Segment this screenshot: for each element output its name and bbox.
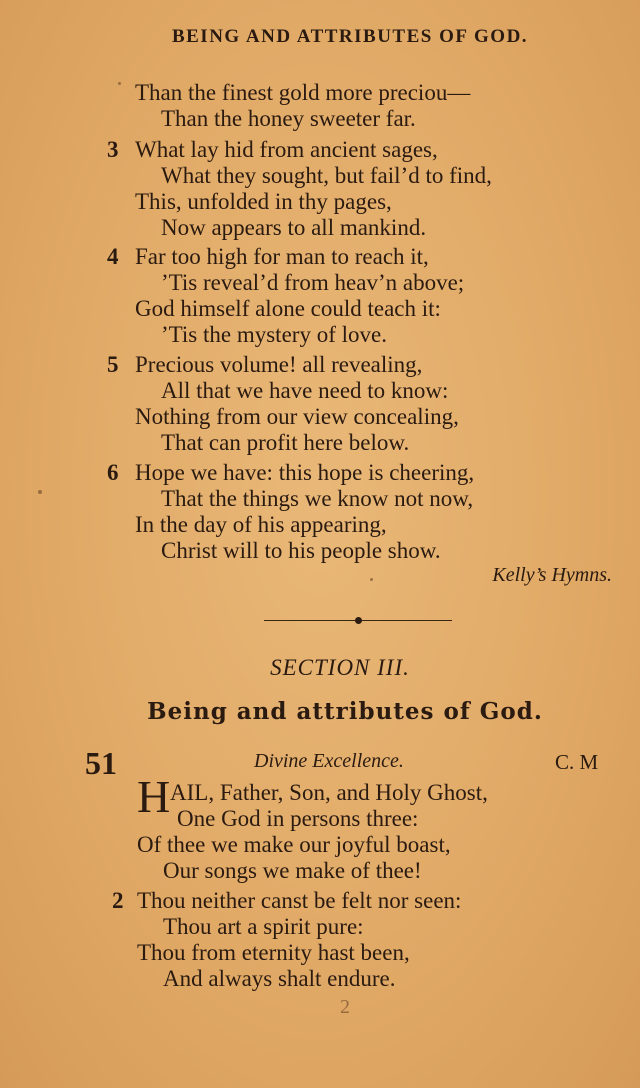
section-subtitle: Being and attributes of God. (147, 698, 543, 725)
verse-line: ’Tis reveal’d from heav’n above; (161, 270, 465, 295)
page-mark: 2 (340, 996, 350, 1018)
verse-line: All that we have need to know: (161, 378, 449, 403)
verse-line: Thou from eternity hast been, (137, 940, 410, 965)
paper-speck (38, 490, 42, 494)
verse-line: Our songs we make of thee! (163, 858, 422, 883)
verse-line: One God in persons three: (177, 806, 419, 831)
verse-line: That the things we know not now, (161, 486, 474, 511)
verse-number: 4 (107, 244, 119, 269)
paper-speck (118, 82, 121, 85)
verse-line: Than the honey sweeter far. (161, 106, 416, 131)
hymn-title: Divine Excellence. (254, 750, 404, 772)
running-head: BEING AND ATTRIBUTES OF GOD. (171, 26, 529, 47)
verse-line: AIL, Father, Son, and Holy Ghost, (170, 780, 488, 805)
verse-line: What lay hid from ancient sages, (135, 137, 438, 162)
paper-speck (370, 578, 373, 581)
drop-cap: H (137, 771, 171, 822)
verse-number: 5 (107, 352, 119, 377)
verse-line: What they sought, but fail’d to find, (161, 163, 492, 188)
verse-line: In the day of his appearing, (135, 512, 387, 537)
hymn-meter: C. M (555, 750, 599, 774)
verse-line: Now appears to all mankind. (161, 215, 427, 240)
verse-line: Hope we have: this hope is cheering, (135, 460, 475, 485)
verse-line: This, unfolded in thy pages, (135, 189, 392, 214)
verse-line: Christ will to his people show. (161, 538, 441, 563)
verse-number: 6 (107, 460, 119, 485)
verse-line: Than the finest gold more preciou— (135, 80, 471, 105)
hymn-number: 51 (85, 745, 117, 781)
hymn-attribution: Kelly’s Hymns. (492, 564, 612, 586)
verse-line: Precious volume! all revealing, (135, 352, 423, 377)
verse-line: That can profit here below. (161, 430, 410, 455)
verse-line: ’Tis the mystery of love. (161, 322, 387, 347)
verse-line: Nothing from our view concealing, (135, 404, 459, 429)
verse-line: Of thee we make our joyful boast, (137, 832, 451, 857)
verse-number: 2 (112, 888, 124, 913)
verse-line: Far too high for man to reach it, (135, 244, 429, 269)
verse-line: And always shalt endure. (163, 966, 396, 991)
verse-line: Thou neither canst be felt nor seen: (137, 888, 462, 913)
section-title: SECTION III. (270, 655, 410, 680)
verse-line: God himself alone could teach it: (135, 296, 441, 321)
divider-ornament-icon (355, 617, 362, 624)
verse-line: Thou art a spirit pure: (163, 914, 364, 939)
verse-number: 3 (107, 137, 119, 162)
